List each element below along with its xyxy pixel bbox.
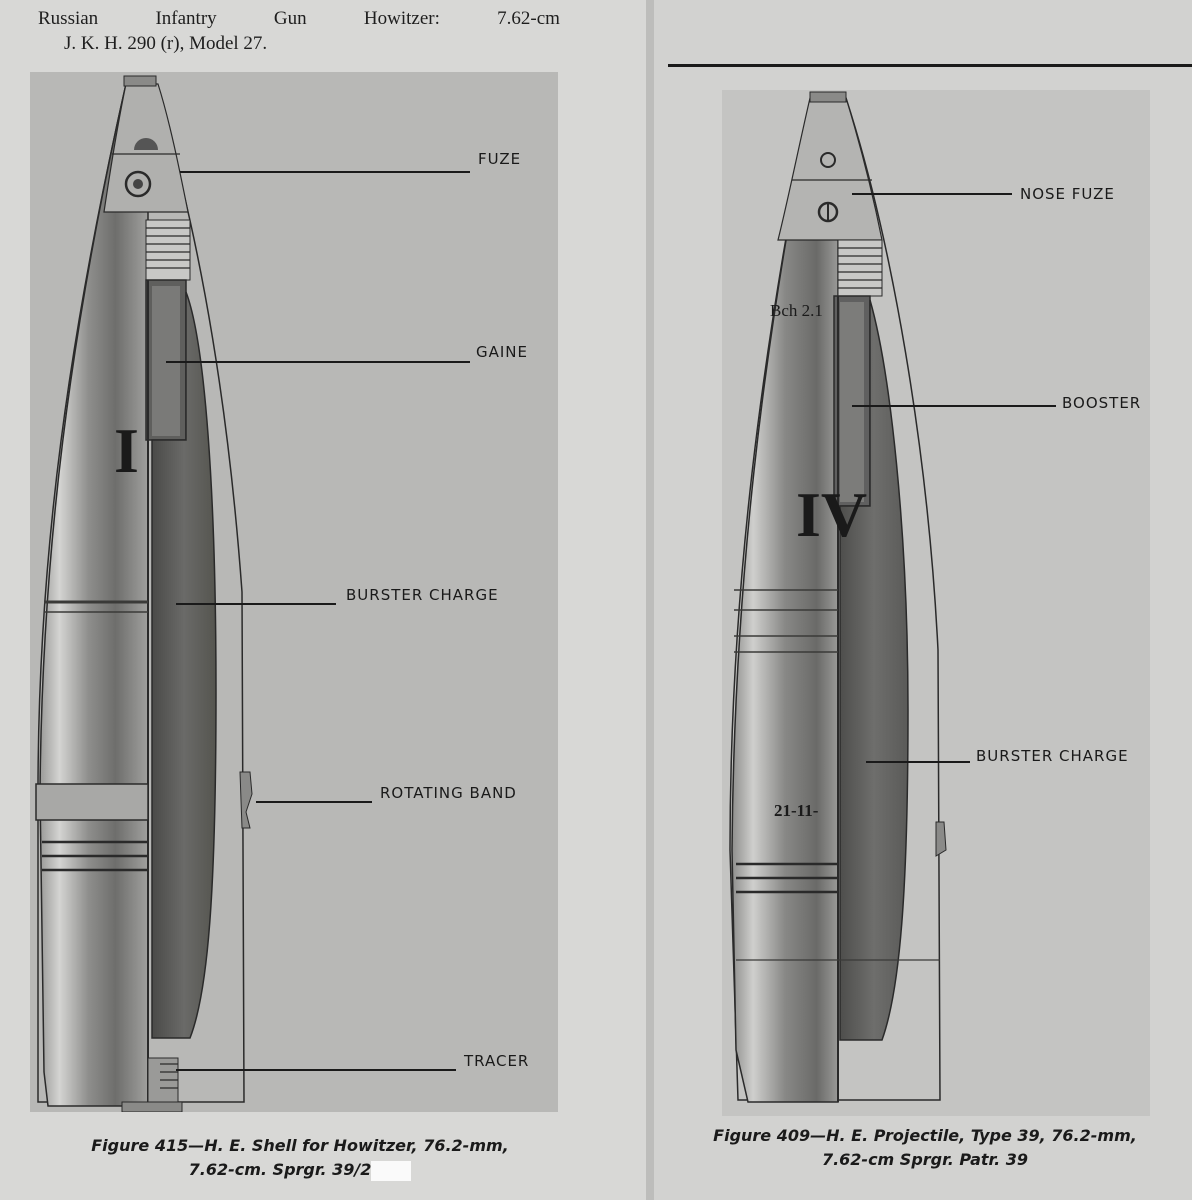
fuze-tip [810,92,846,102]
left-caption-line-2 [30,1158,570,1182]
heading-line-2: J. K. H. 290 (r), Model 27. [64,33,268,54]
right-caption-line-2: 7.62-cm Sprgr. Patr. 39 [821,1150,1029,1169]
gaine-label: GAINE [476,343,529,361]
shell-mark: I [114,415,139,486]
right-shell-illustration [722,90,1150,1116]
shell-exterior [40,84,148,1106]
heading-word: 7.62-cm [497,8,560,29]
fuze-threads [146,220,190,280]
left-caption-line-2-text: 7.62-cm. Sprgr. 39/2 [188,1160,372,1179]
nose-fuze-label: NOSE FUZE [1020,185,1115,203]
stamp-date: 21-11- [774,801,819,820]
stamp-top: Bch 2.1 [770,301,823,320]
heading-word: Infantry [155,8,217,29]
band-leader [256,801,372,803]
heading-word: Gun [273,8,307,29]
horizontal-rule [668,64,1192,67]
page-gutter [646,0,654,1200]
fuze-leader [180,171,470,173]
shell-base [122,1102,182,1112]
burster-leader-left [176,603,336,605]
band-seat [240,772,252,828]
right-caption [660,1124,1190,1172]
burster-label-right: BURSTER CHARGE [976,747,1129,765]
gaine-leader [166,361,470,363]
band-label: ROTATING BAND [380,784,517,802]
left-caption [30,1134,570,1182]
band-seat [936,822,946,856]
right-caption-line-1: Figure 409—H. E. Projectile, Type 39, 76.2-mm, [713,1126,1137,1145]
tracer-leader [176,1069,456,1071]
shell-exterior [732,98,838,1102]
rotating-band [36,784,148,820]
heading-word: Russian [38,8,99,29]
shell-mark: IV [796,479,868,550]
burster-label-left: BURSTER CHARGE [346,586,499,604]
nose-fuze-leader [852,193,1012,195]
nose-fuze-body [778,98,882,240]
fuze-tip [124,76,156,86]
burster-leader-right [866,761,970,763]
booster-leader [852,405,1056,407]
tracer-label: TRACER [464,1052,530,1070]
heading-word: Howitzer: [363,8,440,29]
booster-label: BOOSTER [1062,394,1142,412]
right-figure-plate [722,90,1150,1116]
fuze-label: FUZE [478,150,522,168]
page-heading [38,6,598,56]
left-caption-line-1: Figure 415—H. E. Shell for Howitzer, 76.2-mm, [91,1136,509,1155]
heading-line-1 [38,6,560,31]
whiteout-patch [371,1161,411,1181]
